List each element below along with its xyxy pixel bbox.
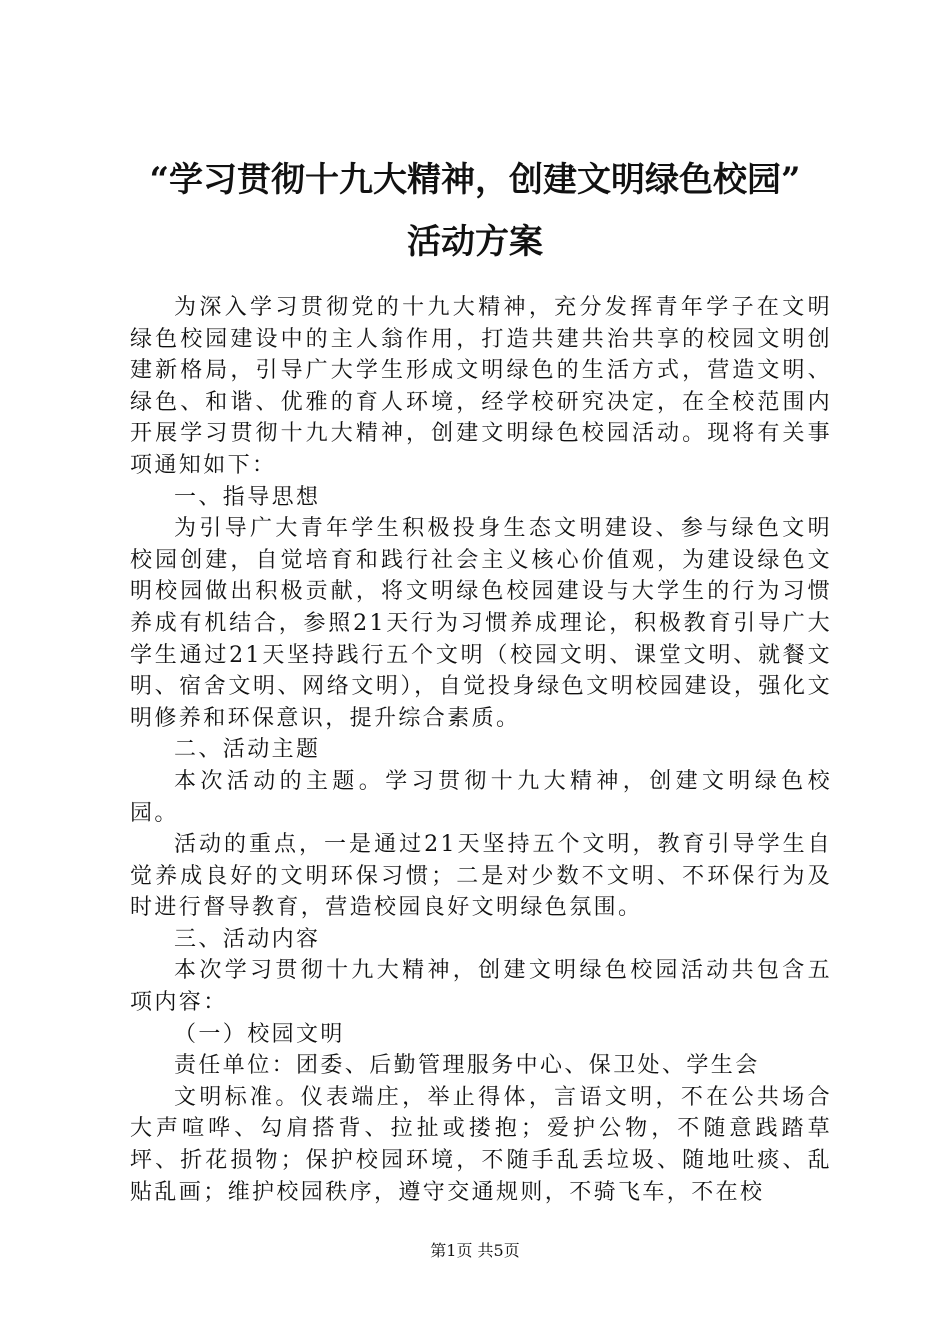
civility-standards-paragraph: 文明标准。仪表端庄，举止得体，言语文明，不在公共场合大声喧哗、勾肩搭背、拉扯或搂抱；爱护公物，不随意践踏草坪、折花损物；保护校园环境，不随手乱丢垃圾、随地吐痰、乱贴乱画；维护校园秩序，遵守交通规则，不骑飞车，不在校 [130, 1084, 832, 1205]
section-heading-guiding-thought: 一、指导思想 [174, 484, 321, 510]
responsible-units-paragraph: 责任单位：团委、后勤管理服务中心、保卫处、学生会 [174, 1053, 760, 1079]
subsection-heading-campus-civility: （一）校园文明 [174, 1021, 345, 1047]
document-body [130, 292, 832, 1208]
section-heading-activity-theme: 二、活动主题 [174, 737, 321, 763]
activity-content-paragraph: 本次学习贯彻十九大精神，创建文明绿色校园活动共包含五项内容： [130, 958, 832, 1016]
guiding-thought-paragraph: 为引导广大青年学生积极投身生态文明建设、参与绿色文明校园创建，自觉培育和践行社会主义核心价值观，为建设绿色文明校园做出积极贡献，将文明绿色校园建设与大学生的行为习惯养成有机结合，参照21天行为习惯养成理论，积极教育引导广大学生通过21天坚持践行五个文明（校园文明、课堂文明、就餐文明、宿舍文明、网络文明），自觉投身绿色文明校园建设，强化文明修养和环保意识，提升综合素质。 [130, 516, 832, 731]
page-footer: 第1页 共5页 [430, 1241, 520, 1260]
section-heading-activity-content: 三、活动内容 [174, 926, 321, 952]
activity-theme-paragraph: 本次活动的主题。学习贯彻十九大精神，创建文明绿色校园。 [130, 768, 832, 826]
activity-focus-paragraph: 活动的重点，一是通过21天坚持五个文明，教育引导学生自觉养成良好的文明环保习惯；二是对少数不文明、不环保行为及时进行督导教育，营造校园良好文明绿色氛围。 [130, 832, 832, 921]
document-title-line-1: “学习贯彻十九大精神，创建文明绿色校园” [149, 160, 801, 200]
document-title-line-2: 活动方案 [407, 222, 543, 262]
intro-paragraph: 为深入学习贯彻党的十九大精神，充分发挥青年学子在文明绿色校园建设中的主人翁作用，打造共建共治共享的校园文明创建新格局，引导广大学生形成文明绿色的生活方式，营造文明、绿色、和谐、优雅的育人环境，经学校研究决定，在全校范围内开展学习贯彻十九大精神，创建文明绿色校园活动。现将有关事项通知如下： [130, 295, 832, 478]
